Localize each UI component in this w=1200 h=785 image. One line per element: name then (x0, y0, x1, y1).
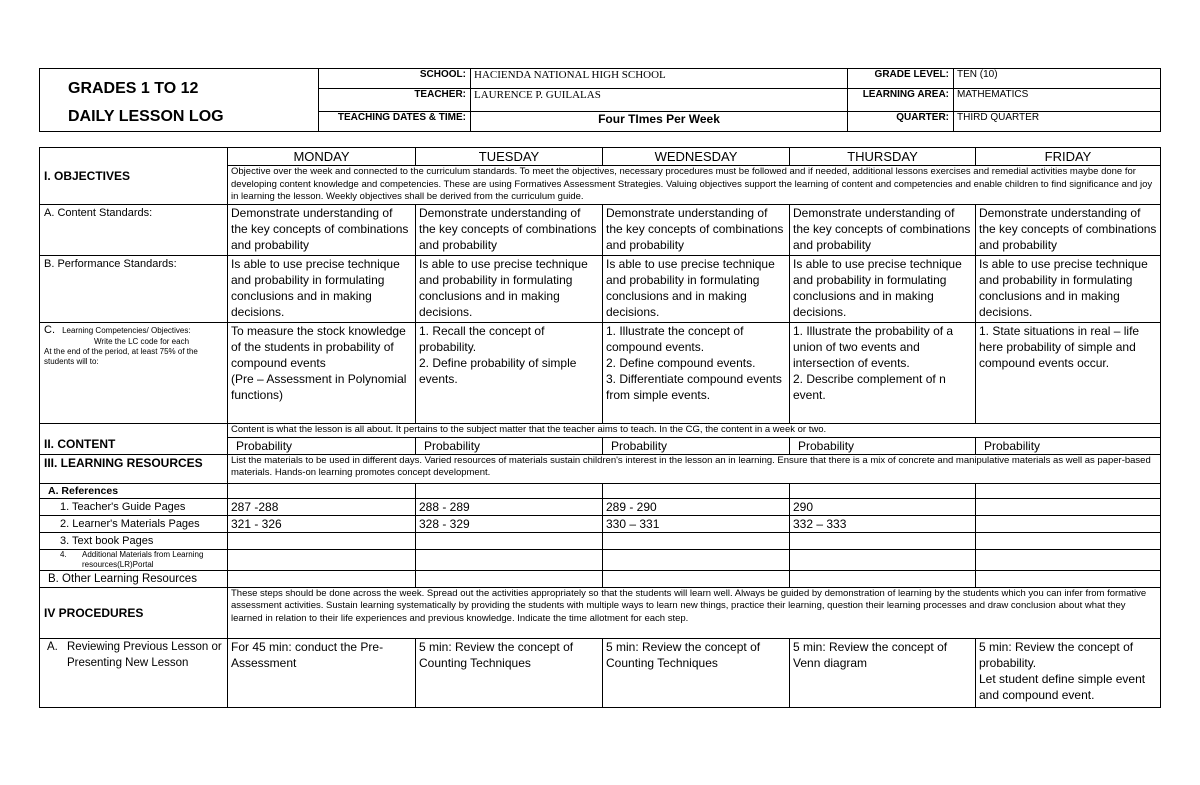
competencies-monday-line: To measure the stock knowledge of the students in probability of compound events (231, 324, 406, 370)
performance-standards-monday: Is able to use precise technique and probability in formulating conclusions and in making decisions. (228, 256, 416, 323)
grade-level-label: GRADE LEVEL: (848, 69, 954, 89)
additional-materials-tuesday (416, 549, 603, 570)
learning-resources-note: List the materials to be used in different days. Varied resources of materials sustain children's interest in the lesson an in learning. Ensure that there is a mix of concrete and manipulative materials as well as paper-based materials. Hands-on learning promotes concept development. (228, 454, 1161, 483)
other-resources-wednesday (603, 570, 790, 587)
competencies-label-sub2: At the end of the period, at least 75% of the students will to: (44, 347, 198, 366)
competencies-friday-line: 1. State situations in real – life here probability of simple and compound events occur. (979, 324, 1140, 370)
review-friday-line: 5 min: Review the concept of probability. (979, 639, 1134, 670)
dates-label: TEACHING DATES & TIME: (319, 112, 471, 132)
review-label (40, 638, 228, 707)
teachers-guide-monday: 287 -288 (228, 498, 416, 515)
review-label-a: A. (47, 640, 58, 653)
learners-materials-monday: 321 - 326 (228, 515, 416, 532)
learners-materials-thursday: 332 – 333 (790, 515, 976, 532)
school-value: HACIENDA NATIONAL HIGH SCHOOL (471, 69, 848, 89)
log-title-line2: DAILY LESSON LOG (68, 108, 224, 125)
additional-materials-label (40, 549, 228, 570)
content-thursday: Probability (790, 437, 976, 454)
other-resources-monday (228, 570, 416, 587)
references-monday (228, 483, 416, 498)
competencies-tuesday-line: 2. Define probability of simple events. (419, 356, 577, 386)
other-resources-label: B. Other Learning Resources (40, 570, 228, 587)
header-table (39, 68, 1161, 132)
learners-materials-wednesday: 330 – 331 (603, 515, 790, 532)
competencies-monday (228, 323, 416, 424)
additional-materials-thursday (790, 549, 976, 570)
content-standards-tuesday: Demonstrate understanding of the key concepts of combinations and probability (416, 205, 603, 256)
competencies-wednesday (603, 323, 790, 424)
competencies-thursday-line: 2. Describe complement of n event. (793, 372, 946, 402)
competencies-label (40, 323, 228, 424)
learning-resources-label: III. LEARNING RESOURCES (40, 454, 228, 483)
performance-standards-thursday: Is able to use precise technique and probability in formulating conclusions and in making decisions. (790, 256, 976, 323)
additional-materials-friday (976, 549, 1161, 570)
review-label-text: Reviewing Previous Lesson or Presenting New Lesson (67, 640, 222, 669)
competencies-label-c: C. (44, 324, 55, 336)
references-wednesday (603, 483, 790, 498)
textbook-thursday (790, 532, 976, 549)
school-label: SCHOOL: (319, 69, 471, 89)
procedures-label: IV PROCEDURES (40, 587, 228, 638)
lesson-log-table (39, 147, 1161, 708)
other-resources-friday (976, 570, 1161, 587)
grade-level-value: TEN (10) (954, 69, 1161, 89)
textbook-friday (976, 532, 1161, 549)
performance-standards-friday: Is able to use precise technique and probability in formulating conclusions and in making decisions. (976, 256, 1161, 323)
objectives-note: Objective over the week and connected to the curriculum standards. To meet the objectives, necessary procedures must be followed and if needed, additional lessons exercises and remedial activities maybe done for developing content knowledge and competencies. These are using Formatives Assessment Strategies. Valuing objectives support the learning of content and competencies and enable children to find significance and joy in learning the lesson. Weekly objectives shall be derived from the curriculum guide. (228, 166, 1161, 205)
competencies-thursday (790, 323, 976, 424)
content-standards-wednesday: Demonstrate understanding of the key concepts of combinations and probability (603, 205, 790, 256)
learners-materials-friday (976, 515, 1161, 532)
teacher-value: LAURENCE P. GUILALAS (471, 88, 848, 111)
content-tuesday: Probability (416, 437, 603, 454)
references-thursday (790, 483, 976, 498)
content-standards-thursday: Demonstrate understanding of the key concepts of combinations and probability (790, 205, 976, 256)
day-friday: FRIDAY (976, 148, 1161, 166)
quarter-value: THIRD QUARTER (954, 112, 1161, 132)
textbook-label: 3. Text book Pages (40, 532, 228, 549)
learners-materials-label: 2. Learner's Materials Pages (40, 515, 228, 532)
quarter-label: QUARTER: (848, 112, 954, 132)
content-standards-friday: Demonstrate understanding of the key concepts of combinations and probability (976, 205, 1161, 256)
performance-standards-tuesday: Is able to use precise technique and probability in formulating conclusions and in making decisions. (416, 256, 603, 323)
teachers-guide-friday (976, 498, 1161, 515)
teachers-guide-tuesday: 288 - 289 (416, 498, 603, 515)
teachers-guide-wednesday: 289 - 290 (603, 498, 790, 515)
additional-materials-monday (228, 549, 416, 570)
performance-standards-wednesday: Is able to use precise technique and probability in formulating conclusions and in making decisions. (603, 256, 790, 323)
dates-value: Four TImes Per Week (471, 112, 848, 132)
log-title-line1: GRADES 1 TO 12 (68, 80, 199, 97)
competencies-friday (976, 323, 1161, 424)
additional-materials-text: Additional Materials from Learning resources(LR)Portal (82, 549, 204, 569)
review-tuesday: 5 min: Review the concept of Counting Techniques (416, 638, 603, 707)
teachers-guide-label: 1. Teacher's Guide Pages (40, 498, 228, 515)
additional-materials-wednesday (603, 549, 790, 570)
other-resources-thursday (790, 570, 976, 587)
content-standards-monday: Demonstrate understanding of the key concepts of combinations and probability (228, 205, 416, 256)
procedures-note: These steps should be done across the week. Spread out the activities appropriately so that the students will learn well. Always be guided by demonstration of learning by the students which you can infer from formative assessment activities. Sustain learning systematically by providing the students with multiple ways to learn new things, practice their learning, question their learning processes and draw conclusion about what they learned in relation to their life experiences and previous knowledge. Indicate the time allotment for each step. (228, 587, 1161, 638)
textbook-wednesday (603, 532, 790, 549)
review-thursday: 5 min: Review the concept of Venn diagram (790, 638, 976, 707)
content-note: Content is what the lesson is all about. It pertains to the subject matter that the teacher aims to teach. In the CG, the content in a week or two. (228, 424, 1161, 438)
teacher-label: TEACHER: (319, 88, 471, 111)
objectives-label: I. OBJECTIVES (40, 148, 228, 205)
review-friday (976, 638, 1161, 707)
content-friday: Probability (976, 437, 1161, 454)
competencies-wednesday-line: 3. Differentiate compound events from simple events. (606, 372, 782, 402)
other-resources-tuesday (416, 570, 603, 587)
day-thursday: THURSDAY (790, 148, 976, 166)
competencies-monday-line: (Pre – Assessment in Polynomial functions) (231, 372, 407, 402)
content-label: II. CONTENT (40, 424, 228, 455)
references-label: A. References (40, 483, 228, 498)
content-standards-label: A. Content Standards: (40, 205, 228, 256)
performance-standards-label: B. Performance Standards: (40, 256, 228, 323)
day-monday: MONDAY (228, 148, 416, 166)
competencies-tuesday-line: 1. Recall the concept of probability. (419, 324, 545, 354)
textbook-tuesday (416, 532, 603, 549)
competencies-tuesday (416, 323, 603, 424)
learning-area-label: LEARNING AREA: (848, 88, 954, 111)
competencies-wednesday-line: 1. Illustrate the concept of compound events. (606, 324, 744, 354)
review-monday: For 45 min: conduct the Pre-Assessment (228, 638, 416, 707)
content-wednesday: Probability (603, 437, 790, 454)
learning-area-value: MATHEMATICS (954, 88, 1161, 111)
competencies-thursday-line: 1. Illustrate the probability of a union of two events and intersection of events. (793, 324, 954, 370)
competencies-wednesday-line: 2. Define compound events. (606, 356, 756, 370)
day-wednesday: WEDNESDAY (603, 148, 790, 166)
competencies-label-main: Learning Competencies/ Objectives: (62, 326, 191, 335)
textbook-monday (228, 532, 416, 549)
references-tuesday (416, 483, 603, 498)
content-monday: Probability (228, 437, 416, 454)
review-wednesday: 5 min: Review the concept of Counting Techniques (603, 638, 790, 707)
log-title (40, 69, 319, 132)
teachers-guide-thursday: 290 (790, 498, 976, 515)
review-friday-extra: Let student define simple event and compound event. (979, 671, 1146, 702)
learners-materials-tuesday: 328 - 329 (416, 515, 603, 532)
references-friday (976, 483, 1161, 498)
competencies-label-sub1: Write the LC code for each (94, 337, 190, 346)
day-tuesday: TUESDAY (416, 148, 603, 166)
additional-materials-num: 4. (60, 549, 67, 559)
